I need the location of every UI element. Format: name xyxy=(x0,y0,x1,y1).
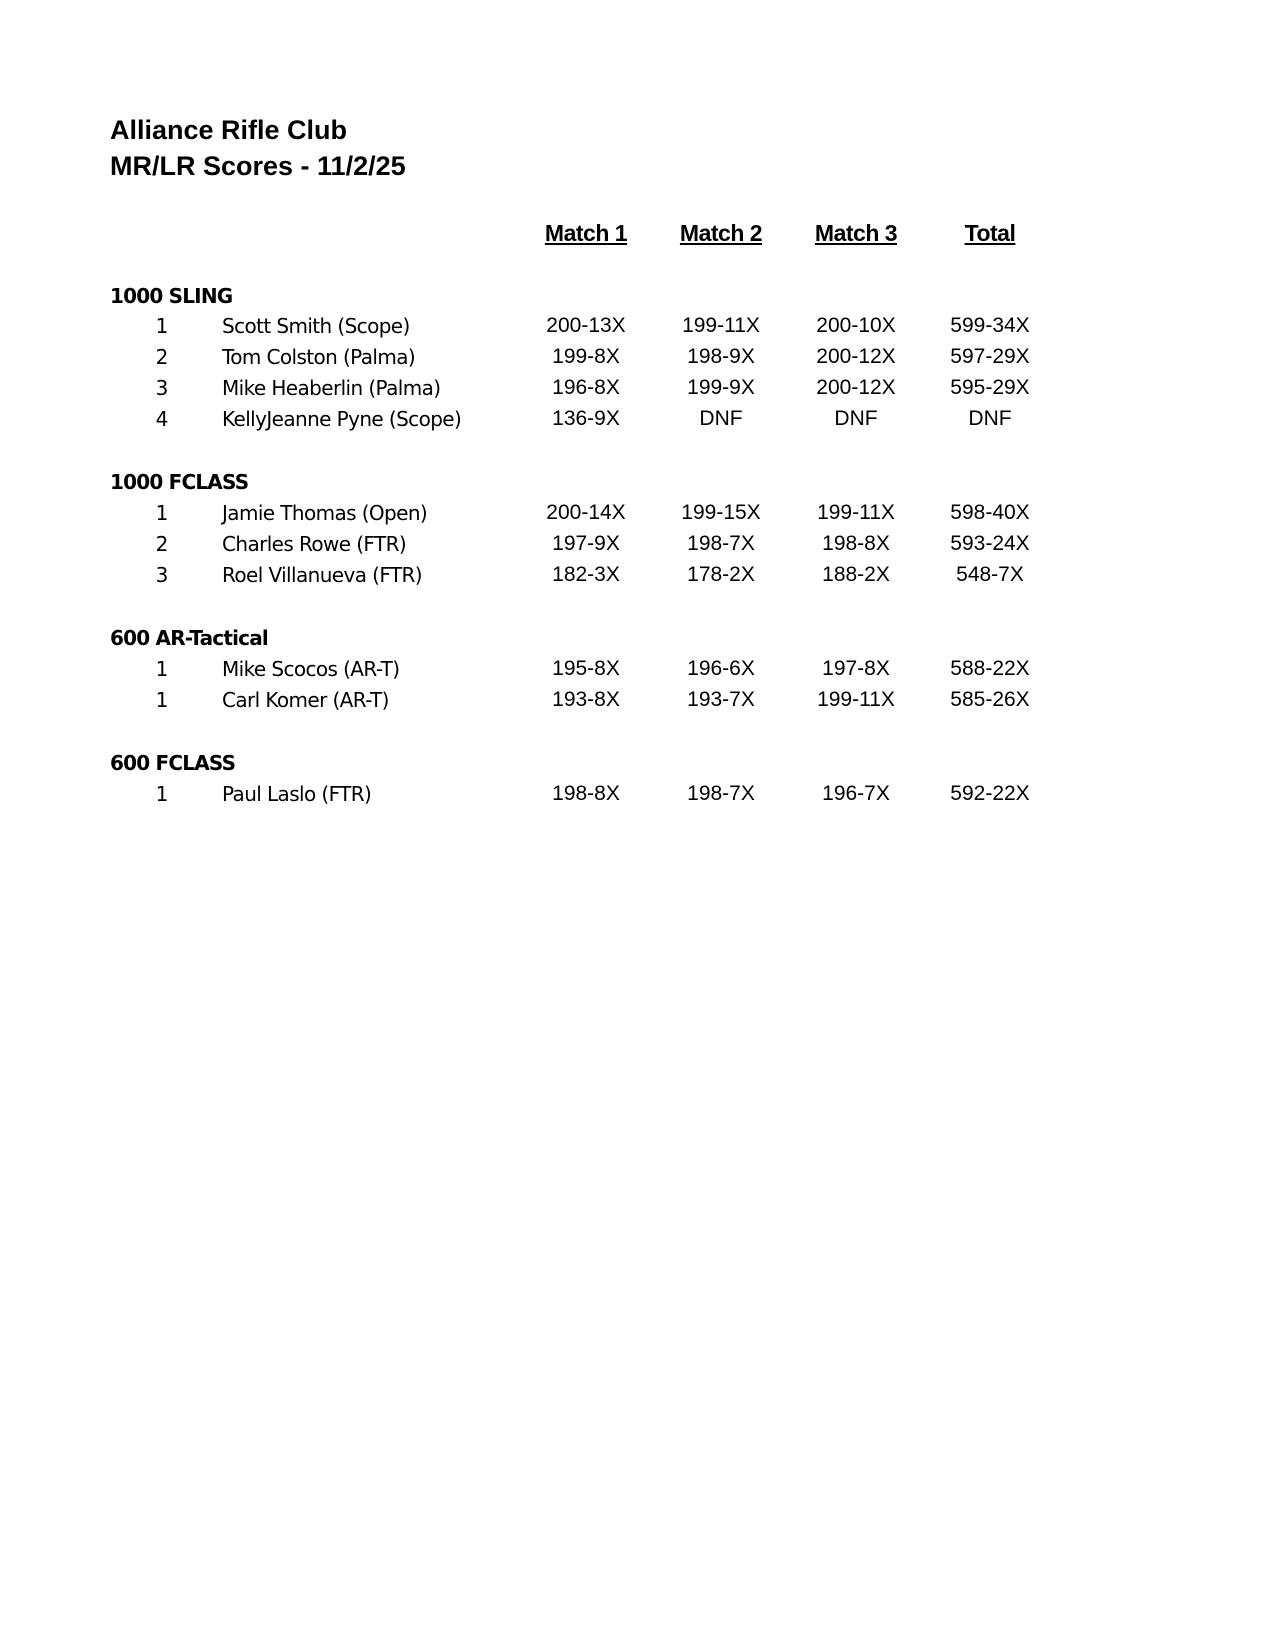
match-2-score: 198-7X xyxy=(687,532,755,555)
total-score: DNF xyxy=(968,407,1012,430)
table-row xyxy=(0,563,1275,594)
match-3-score: 200-12X xyxy=(816,345,896,368)
match-1-score: 198-8X xyxy=(552,782,620,805)
match-3-score: DNF xyxy=(834,407,878,430)
rank: 1 xyxy=(155,688,169,712)
column-header-total: Total xyxy=(964,220,1016,246)
match-2-score: 198-9X xyxy=(687,345,755,368)
table-row xyxy=(0,782,1275,813)
match-3-score: 196-7X xyxy=(822,782,890,805)
shooter-name: Tom Colston (Palma) xyxy=(222,345,416,369)
match-2-score: 178-2X xyxy=(687,563,755,586)
shooter-name: Mike Scocos (AR-T) xyxy=(222,657,400,681)
rank: 2 xyxy=(155,345,169,369)
section-title-600-fclass: 600 FCLASS xyxy=(110,751,236,775)
shooter-name: Mike Heaberlin (Palma) xyxy=(222,376,441,400)
rank: 2 xyxy=(155,532,169,556)
total-score: 595-29X xyxy=(950,376,1030,399)
shooter-name: Carl Komer (AR-T) xyxy=(222,688,389,712)
match-1-score: 195-8X xyxy=(552,657,620,680)
table-row xyxy=(0,407,1275,438)
match-1-score: 197-9X xyxy=(552,532,620,555)
match-1-score: 136-9X xyxy=(552,407,620,430)
table-row xyxy=(0,376,1275,407)
match-2-score: 193-7X xyxy=(687,688,755,711)
total-score: 593-24X xyxy=(950,532,1030,555)
table-row xyxy=(0,314,1275,345)
rank: 1 xyxy=(155,782,169,806)
table-row xyxy=(0,501,1275,532)
table-row xyxy=(0,688,1275,719)
total-score: 597-29X xyxy=(950,345,1030,368)
table-row xyxy=(0,345,1275,376)
table-row xyxy=(0,657,1275,688)
document-title xyxy=(110,112,406,184)
rank: 1 xyxy=(155,657,169,681)
column-header-match-3: Match 3 xyxy=(814,220,898,246)
match-1-score: 196-8X xyxy=(552,376,620,399)
match-3-score: 200-10X xyxy=(816,314,896,337)
shooter-name: Charles Rowe (FTR) xyxy=(222,532,407,556)
match-1-score: 200-13X xyxy=(546,314,626,337)
shooter-name: Roel Villanueva (FTR) xyxy=(222,563,422,587)
shooter-name: Jamie Thomas (Open) xyxy=(222,501,428,525)
scores-heading: MR/LR Scores - 11/2/25 xyxy=(110,151,406,181)
match-3-score: 200-12X xyxy=(816,376,896,399)
match-2-score: 198-7X xyxy=(687,782,755,805)
match-3-score: 199-11X xyxy=(817,501,895,524)
match-1-score: 193-8X xyxy=(552,688,620,711)
total-score: 548-7X xyxy=(956,563,1024,586)
rank: 4 xyxy=(155,407,169,431)
total-score: 585-26X xyxy=(950,688,1030,711)
total-score: 592-22X xyxy=(950,782,1030,805)
match-2-score: 199-11X xyxy=(682,314,760,337)
match-2-score: 196-6X xyxy=(687,657,755,680)
total-score: 599-34X xyxy=(950,314,1030,337)
shooter-name: Scott Smith (Scope) xyxy=(222,314,410,338)
rank: 3 xyxy=(155,376,169,400)
section-title-1000-fclass: 1000 FCLASS xyxy=(110,470,249,494)
rank: 3 xyxy=(155,563,169,587)
match-1-score: 199-8X xyxy=(552,345,620,368)
column-header-match-2: Match 2 xyxy=(679,220,763,246)
club-name: Alliance Rifle Club xyxy=(110,115,348,145)
shooter-name: Paul Laslo (FTR) xyxy=(222,782,372,806)
total-score: 588-22X xyxy=(950,657,1030,680)
total-score: 598-40X xyxy=(950,501,1030,524)
match-2-score: 199-15X xyxy=(681,501,761,524)
match-3-score: 198-8X xyxy=(822,532,890,555)
match-3-score: 188-2X xyxy=(822,563,890,586)
match-3-score: 197-8X xyxy=(822,657,890,680)
match-1-score: 200-14X xyxy=(546,501,626,524)
match-1-score: 182-3X xyxy=(552,563,620,586)
match-3-score: 199-11X xyxy=(817,688,895,711)
match-2-score: 199-9X xyxy=(687,376,755,399)
column-header-match-1: Match 1 xyxy=(544,220,628,246)
match-2-score: DNF xyxy=(699,407,743,430)
rank: 1 xyxy=(155,314,169,338)
rank: 1 xyxy=(155,501,169,525)
shooter-name: KellyJeanne Pyne (Scope) xyxy=(222,407,462,431)
section-title-1000-sling: 1000 SLING xyxy=(110,284,233,308)
table-row xyxy=(0,532,1275,563)
section-title-600-ar-tactical: 600 AR-Tactical xyxy=(110,626,268,650)
